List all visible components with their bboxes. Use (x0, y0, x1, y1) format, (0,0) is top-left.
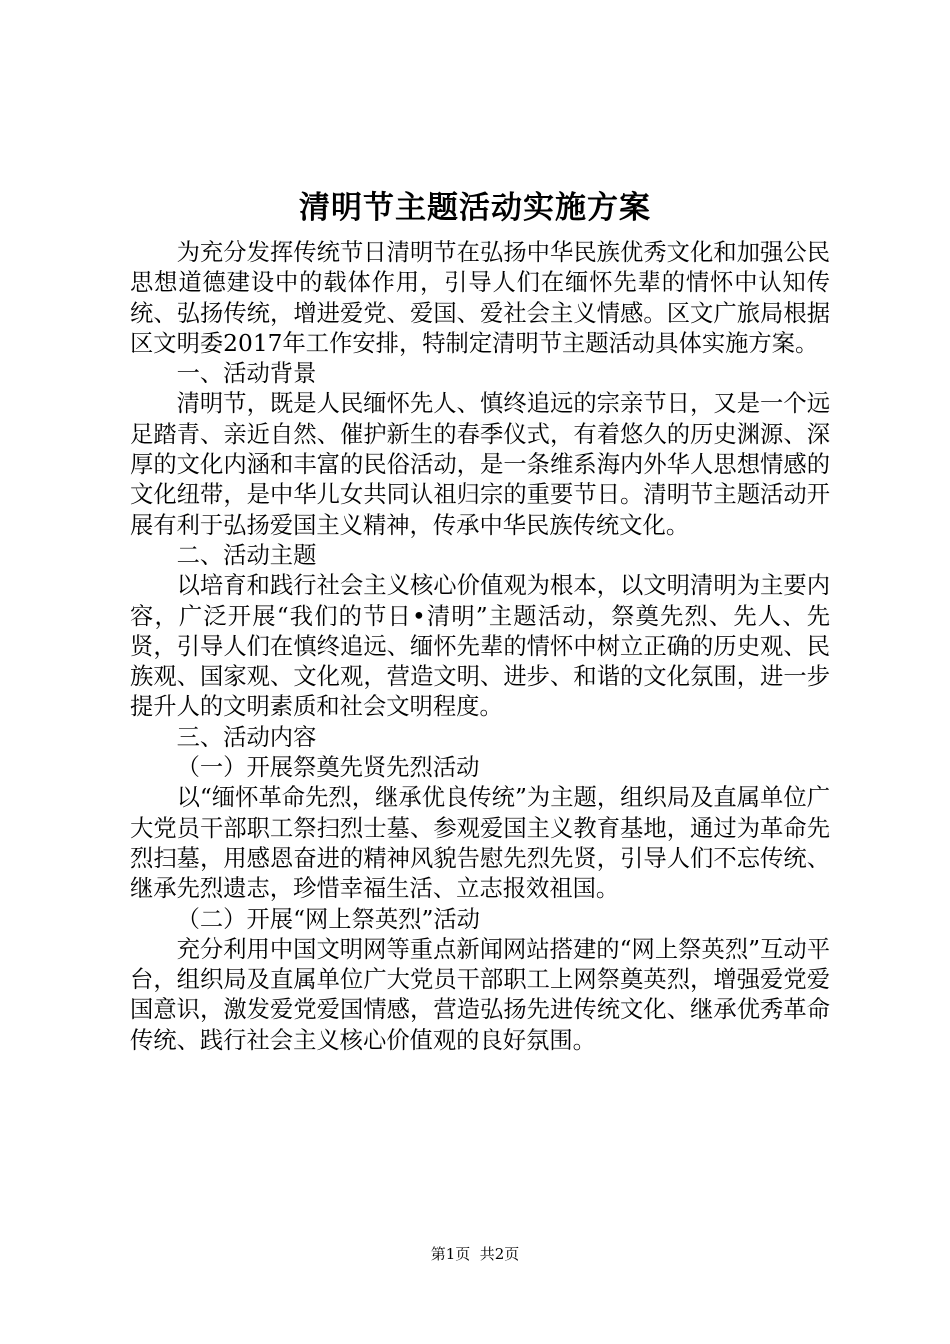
document-body (130, 238, 830, 1056)
section-heading-theme: 二、活动主题 (176, 541, 317, 569)
document-title: 清明节主题活动实施方案 (299, 190, 651, 226)
background-paragraph: 清明节，既是人民缅怀先人、慎终追远的宗亲节日，又是一个远足踏青、亲近自然、催护新生的春季仪式，有着悠久的历史渊源、深厚的文化内涵和丰富的民俗活动，是一条维系海内外华人思想情感的文化纽带，是中华儿女共同认祖归宗的重要节日。清明节主题活动开展有利于弘扬爱国主义精神，传承中华民族传统文化。 (130, 390, 830, 539)
intro-paragraph: 为充分发挥传统节日清明节在弘扬中华民族优秀文化和加强公民思想道德建设中的载体作用，引导人们在缅怀先辈的情怀中认知传统、弘扬传统，增进爱党、爱国、爱社会主义情感。区文广旅局根据区文明委2017年工作安排，特制定清明节主题活动具体实施方案。 (130, 239, 830, 357)
section-heading-background: 一、活动背景 (176, 360, 317, 388)
subsection-heading-online: （二）开展“网上祭英烈”活动 (176, 905, 480, 933)
memorial-paragraph: 以“缅怀革命先烈，继承优良传统”为主题，组织局及直属单位广大党员干部职工祭扫烈士墓、参观爱国主义教育基地，通过为革命先烈扫墓，用感恩奋进的精神风貌告慰先烈先贤，引导人们不忘传统、继承先烈遗志，珍惜幸福生活、立志报效祖国。 (130, 784, 830, 903)
theme-paragraph: 以培育和践行社会主义核心价值观为根本，以文明清明为主要内容，广泛开展“我们的节日•清明”主题活动，祭奠先烈、先人、先贤，引导人们在慎终追远、缅怀先辈的情怀中树立正确的历史观、民族观、国家观、文化观，营造文明、进步、和谐的文化氛围，进一步提升人的文明素质和社会文明程度。 (130, 572, 830, 721)
online-paragraph: 充分利用中国文明网等重点新闻网站搭建的“网上祭英烈”互动平台，组织局及直属单位广大党员干部职工上网祭奠英烈，增强爱党爱国意识，激发爱党爱国情感，营造弘扬先进传统文化、继承优秀革命传统、践行社会主义核心价值观的良好氛围。 (130, 935, 830, 1054)
subsection-heading-memorial: （一）开展祭奠先贤先烈活动 (176, 754, 480, 782)
section-heading-content: 三、活动内容 (176, 723, 317, 751)
page-number-footer: 第1页 共2页 (430, 1245, 520, 1263)
